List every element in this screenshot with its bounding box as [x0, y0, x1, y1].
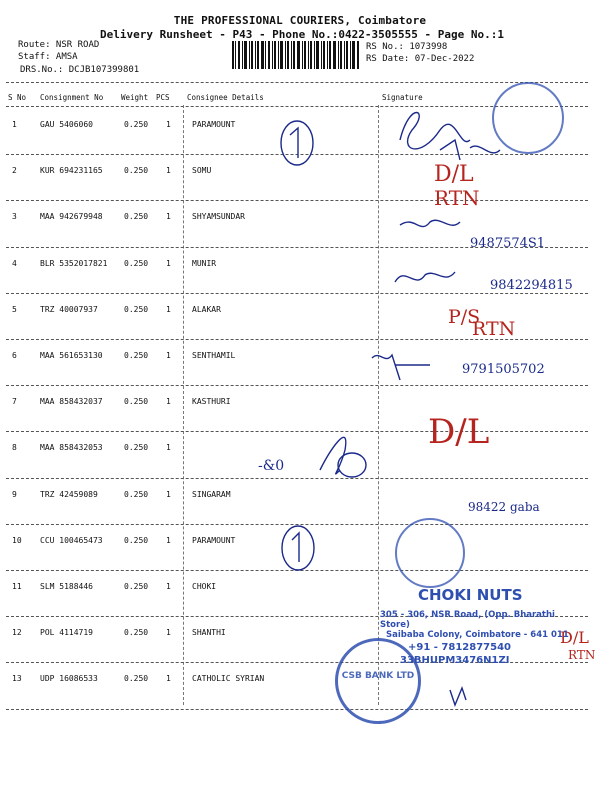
- row-sno: 4: [12, 258, 17, 268]
- handwritten-dl-row7: D/L: [428, 412, 490, 452]
- row-sno: 2: [12, 166, 17, 176]
- row-consignee: PARAMOUNT: [192, 120, 236, 129]
- rs-date: RS Date: 07-Dec-2022: [366, 54, 475, 64]
- bank-seal-text: CSB BANK LTD: [341, 671, 415, 681]
- company-seal-row10: [395, 518, 465, 588]
- document-subtitle: Delivery Runsheet - P43 - Phone No.:0422-3505555 - Page No.:1: [100, 28, 504, 41]
- col-header-sno: S No: [8, 93, 27, 102]
- row-consignment-no: KUR 694231165: [40, 166, 103, 176]
- row-weight: 0.250: [124, 535, 149, 545]
- col-header-consignee: Consignee Details: [187, 93, 264, 102]
- drs-number: DRS.No.: DCJB107399801: [20, 65, 140, 75]
- row-pcs: 1: [166, 443, 171, 453]
- row-consignment-no: BLR 5352017821: [40, 258, 108, 268]
- row-weight: 0.250: [124, 674, 149, 684]
- document-title: THE PROFESSIONAL COURIERS, Coimbatore: [173, 14, 427, 27]
- row-consignment-no: MAA 858432037: [40, 397, 103, 407]
- row-consignment-no: MAA 942679948: [40, 212, 103, 222]
- circled-two-mark: [338, 453, 366, 477]
- row-consignment-no: TRZ 42459089: [40, 489, 98, 499]
- row-sno: 5: [12, 304, 17, 314]
- row-consignee: SHANTHI: [192, 628, 226, 638]
- row-consignment-no: TRZ 40007937: [40, 304, 98, 314]
- row-pcs: 1: [166, 120, 171, 129]
- row-consignee: CATHOLIC SYRIAN: [192, 674, 265, 684]
- signature-row4: [395, 272, 455, 282]
- row-sno: 9: [12, 489, 17, 499]
- handwritten-dl-row12: D/L: [560, 628, 589, 647]
- row-weight: 0.250: [124, 212, 149, 222]
- row-consignee: SENTHAMIL: [192, 351, 236, 360]
- handwritten-rtn-row12: RTN: [568, 648, 596, 662]
- row-pcs: 1: [166, 258, 171, 268]
- handwritten-phone-row6: 9791505702: [462, 362, 545, 377]
- row-sno: 11: [12, 582, 22, 591]
- col-header-consignment: Consignment No: [40, 93, 104, 102]
- signature-row3: [400, 220, 460, 226]
- choki-gst: 33BHUPM3476N1ZI: [400, 655, 510, 666]
- company-seal-row1: [492, 82, 564, 154]
- handwritten-ps-row5: P/S: [448, 306, 481, 328]
- digit-one-stroke-row10: [292, 533, 299, 562]
- row-consignee: PARAMOUNT: [192, 535, 236, 545]
- row-pcs: 1: [166, 489, 171, 499]
- col-header-weight: Weight: [121, 93, 149, 102]
- handwritten-phone-row9: 98422 gaba: [468, 500, 540, 514]
- signature-row13: [450, 688, 466, 705]
- signature-row8: [320, 437, 346, 474]
- route-label: Route: NSR ROAD: [18, 40, 100, 50]
- handwritten-rtn-row2: RTN: [434, 186, 480, 210]
- row-weight: 0.250: [124, 443, 149, 453]
- row-pcs: 1: [166, 535, 171, 545]
- signature-row1b: [440, 140, 500, 160]
- row-sno: 6: [12, 351, 17, 360]
- signature-row1: [400, 113, 470, 149]
- row-consignment-no: SLM 5188446: [40, 582, 93, 591]
- row-consignee: CHOKI: [192, 582, 217, 591]
- row-consignee: MUNIR: [192, 258, 217, 268]
- row-pcs: 1: [166, 397, 171, 407]
- signature-row6: [372, 355, 430, 380]
- row-consignee: SOMU: [192, 166, 212, 176]
- row-consignment-no: UDP 16086533: [40, 674, 98, 684]
- col-header-signature: Signature: [382, 93, 423, 102]
- row-sno: 12: [12, 628, 22, 638]
- row-sno: 7: [12, 397, 17, 407]
- col-header-pcs: PCS: [156, 93, 170, 102]
- row-sno: 10: [12, 535, 22, 545]
- row-consignment-no: MAA 561653130: [40, 351, 103, 360]
- row-pcs: 1: [166, 166, 171, 176]
- choki-phone: +91 - 7812877540: [408, 642, 511, 653]
- rs-number: RS No.: 1073998: [366, 42, 448, 52]
- row-consignment-no: GAU 5406060: [40, 120, 93, 129]
- handwritten-phone-row4b: 9842294815: [490, 278, 573, 293]
- handwritten-rtn-row5: RTN: [472, 318, 516, 340]
- row-pcs: 1: [166, 304, 171, 314]
- row-consignee: SINGARAM: [192, 489, 231, 499]
- row-consignee: ALAKAR: [192, 304, 221, 314]
- row-weight: 0.250: [124, 304, 149, 314]
- row-weight: 0.250: [124, 351, 149, 360]
- row-consignment-no: POL 4114719: [40, 628, 93, 638]
- circled-one-mark-row10: [282, 526, 314, 570]
- row-sno: 8: [12, 443, 17, 453]
- row-sno: 3: [12, 212, 17, 222]
- row-weight: 0.250: [124, 120, 149, 129]
- row-pcs: 1: [166, 351, 171, 360]
- choki-nuts-stamp: [380, 586, 580, 666]
- row-consignee: SHYAMSUNDAR: [192, 212, 245, 222]
- handwritten-mark-row8: -&0: [258, 458, 285, 474]
- handwritten-dl-row2: D/L: [434, 162, 474, 187]
- choki-brand: CHOKI NUTS: [418, 586, 523, 604]
- row-weight: 0.250: [124, 258, 149, 268]
- staff-label: Staff: AMSA: [18, 52, 78, 62]
- row-pcs: 1: [166, 212, 171, 222]
- row-consignment-no: MAA 858432053: [40, 443, 103, 453]
- row-weight: 0.250: [124, 489, 149, 499]
- row-weight: 0.250: [124, 582, 149, 591]
- row-weight: 0.250: [124, 397, 149, 407]
- row-consignee: KASTHURI: [192, 397, 231, 407]
- choki-address-line2: Saibaba Colony, Coimbatore - 641 011: [386, 630, 569, 640]
- row-pcs: 1: [166, 628, 171, 638]
- row-weight: 0.250: [124, 628, 149, 638]
- row-pcs: 1: [166, 674, 171, 684]
- row-sno: 13: [12, 674, 22, 684]
- circled-one-mark: [281, 121, 313, 165]
- digit-one-stroke: [290, 128, 298, 158]
- row-pcs: 1: [166, 582, 171, 591]
- row-consignment-no: CCU 100465473: [40, 535, 103, 545]
- handwritten-phone-row4: 9487574S1: [470, 236, 546, 251]
- row-sno: 1: [12, 120, 17, 129]
- row-weight: 0.250: [124, 166, 149, 176]
- choki-address-line1: 305 - 306, NSR Road, (Opp. Bharathi Store): [380, 610, 555, 630]
